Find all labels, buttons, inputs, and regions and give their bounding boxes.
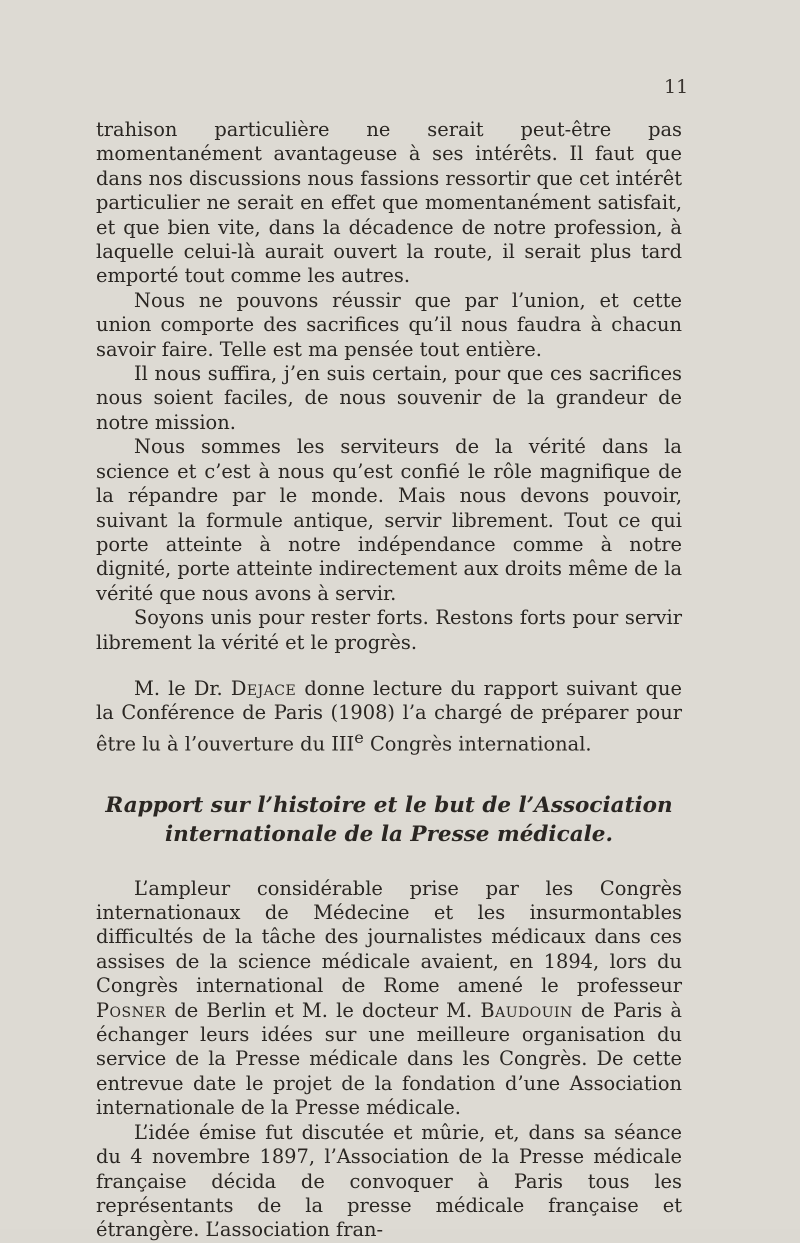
paragraph-4: Nous sommes les serviteurs de la vérité dans la science et c’est à nous qu’est confié le rôle magnifique de la répandre par le monde. Mais nous devons pouvoir, suivant la formule antique, servir librement. Tout ce qui porte atteinte à notre indépendance comme à notre dignité, porte atteinte indirectement aux droits même de la vérité que nous avons à servir. xyxy=(96,435,682,605)
page-number: 11 xyxy=(664,76,689,98)
superscript: e xyxy=(354,727,364,747)
p7-text-a: L’ampleur considérable prise par les Congrès internationaux de Médecine et les insurmontables difficultés de la tâche des journalistes médicaux dans ces assises de la science médicale avaient, en 1894, lors du Congrès international de Rome amené le professeur xyxy=(96,876,682,998)
paragraph-7 xyxy=(96,877,682,1121)
body-text xyxy=(96,118,682,1243)
p6-text-after: donne lecture du rapport suivant que la Conférence de Paris (1908) l’a chargé de préparer pour être lu à l’ouverture du III xyxy=(96,676,682,756)
paragraph-8: L’idée émise fut discutée et mûrie, et, dans sa séance du 4 novembre 1897, l’Association de la Presse médicale française décida de convoquer à Paris tous les représentants de la presse médicale française et étrangère. L’association fran- xyxy=(96,1120,682,1242)
person-name-posner: Posner xyxy=(96,998,167,1022)
section-title: Rapport sur l’histoire et le but de l’Association internationale de la Presse médicale. xyxy=(105,792,673,847)
speaker-name: Dejace xyxy=(230,676,297,700)
paragraph-1: trahison particulière ne serait peut-être pas momentanément avantageuse à ses intérêts. Il faut que dans nos discussions nous fassions ressortir que cet intérêt particulier ne serait en effet que momentanément satisfait, et que bien vite, dans la décadence de notre profession, à laquelle celui-là aurait ouvert la route, il serait plus tard emporté tout comme les autres. xyxy=(96,118,682,288)
person-name-baudouin: Baudouin xyxy=(480,998,573,1022)
paragraph-6 xyxy=(96,677,682,757)
p7-text-b: de Berlin et M. le docteur M. xyxy=(166,998,481,1022)
paragraph-2: Nous ne pouvons réussir que par l’union, et cette union comporte des sacrifices qu’il nous faudra à chacun savoir faire. Telle est ma pensée tout entière. xyxy=(96,288,682,361)
p7-text-c: de Paris à échanger leurs idées sur une meilleure organisation du service de la Presse médicale dans les Congrès. De cette entrevue date le projet de la fondation d’une Association internationale de la Presse médicale. xyxy=(96,998,682,1120)
p6-text-before: M. le Dr. xyxy=(134,676,231,700)
paragraph-3: Il nous suffira, j’en suis certain, pour que ces sacrifices nous soient faciles, de nous souvenir de la grandeur de notre mission. xyxy=(96,362,682,434)
paragraph-5: Soyons unis pour rester forts. Restons forts pour servir librement la vérité et le progrès. xyxy=(96,606,682,654)
p6-text-end: Congrès international. xyxy=(363,732,592,756)
